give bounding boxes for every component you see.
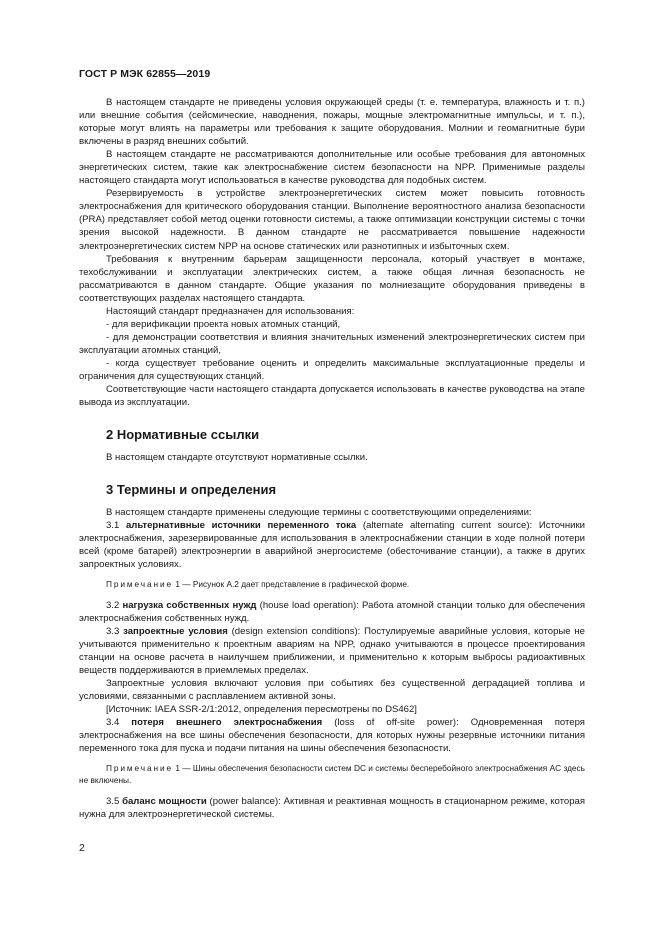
list-item-limits: - когда существует требование оценить и определить максимальные эксплуатационные пределы и ограничения для существующих станций. xyxy=(79,357,585,382)
term-definition: (alternate alternating current source): Источники электроснабжения, зарезервированные для использования в электроснабжении станции в ходе полной потери всей (кроме батарей) электроэнергии в аварийной энергосистеме (обесточивание станции), а также в других запроектных условиях. xyxy=(79,520,585,571)
term-definition: (design extension conditions): Постулируемые аварийные условия, которые не учитываются применительно к проектным авариям на NPP, однако учитываются в процессе проектирования станции на основе расчета в наилучшем приближении, и применительно к которым выбросы радиоактивных веществ поддерживаются в приемлемых пределах. xyxy=(79,625,585,677)
term-title: потеря внешнего электроснабжения xyxy=(131,717,323,729)
term-definition: (power balance): Активная и реактивная мощность в стационарном режиме, которая нужна для электроэнергетической системы. xyxy=(79,796,586,821)
document-body xyxy=(79,96,585,821)
note-text: 1 — Рисунок А.2 дает представление в графической форме. xyxy=(173,579,410,590)
term-title: баланс мощности xyxy=(122,796,207,808)
paragraph-redundancy: Резервируемость в устройстве электроэнергетических систем может повысить готовность электроснабжения для критического оборудования станции. Выполнение вероятностного анализа безопасности (PRA) представляет собой метод оценки готовности системы, а также оптимизации конструкции системы с точки зрения высокой надежности. В данном стандарте не рассматривается повышение надежности электроэнергетических систем NPP на основе статических или разнотипных и избыточных схем. xyxy=(79,188,585,252)
list-item-verification: - для верификации проекта новых атомных станций, xyxy=(106,318,341,330)
section-2-heading: 2 Нормативные ссылки xyxy=(106,427,260,443)
term-title: альтернативные источники переменного тока xyxy=(126,520,357,532)
paragraph-decommissioning: Соответствующие части настоящего стандарта допускается использовать в качестве руководства на этапе вывода из эксплуатации. xyxy=(79,384,585,409)
note-label: Примечание xyxy=(106,579,174,590)
paragraph-intended-use: Настоящий стандарт предназначен для использования: xyxy=(106,305,355,317)
term-number: 3.5 xyxy=(106,796,123,808)
note-3-1 xyxy=(79,579,585,590)
document-header: ГОСТ Р МЭК 62855—2019 xyxy=(79,68,211,80)
term-3-5 xyxy=(79,795,585,821)
term-title: запроектные условия xyxy=(123,625,228,637)
term-definition: (loss of off-site power): Одновременная потеря электроснабжения на все шины обеспечения безопасности, для которых нужны резервные источники питания переменного тока для пуска и подачи питания на шины обеспечения безопасности. xyxy=(79,717,585,755)
term-title: нагрузка собственных нужд xyxy=(122,599,257,611)
term-3-3 xyxy=(79,625,585,677)
term-3-4 xyxy=(79,716,585,755)
list-item-demonstration: - для демонстрации соответствия и влияния значительных изменений электроэнергетических систем при эксплуатации атомных станций, xyxy=(79,331,585,356)
paragraph-personnel-safety: Требования к внутренним барьерам защищенности персонала, который участвует в монтаже, техобслуживании и эксплуатации электрических систем, а также общая личная безопасность не рассматриваются в данном стандарте. Общие указания по молниезащите оборудования приведены в соответствующих разделах настоящего стандарта. xyxy=(79,253,585,304)
page-number: 2 xyxy=(79,842,85,854)
note-text: 1 — Шины обеспечения безопасности систем DC и системы бесперебойного электроснабжения AC здесь не включены. xyxy=(79,763,585,785)
term-definition: (house load operation): Работа атомной станции только для обеспечения электроснабжения собственных нужд. xyxy=(79,599,585,624)
term-number: 3.3 xyxy=(106,625,124,637)
term-3-2 xyxy=(79,599,585,625)
term-number: 3.1 xyxy=(106,520,126,532)
section-3-intro: В настоящем стандарте применены следующие термины с соответствующими определениями: xyxy=(106,507,532,519)
term-3-3-extra: Запроектные условия включают условия при событиях без существенной деградацией топлива и условиями, связанными с расплавлением активной зоны. xyxy=(79,678,585,703)
paragraph-environment: В настоящем стандарте не приведены условия окружающей среды (т. е. температура, влажность и т. п.) или внешние события (сейсмические, наводнения, пожары, мощные электромагнитные импульсы, и т. п.), которые могут влиять на параметры или требования к защите оборудования. Молнии и геомагнитные бури включены в разряд внешних событий. xyxy=(79,97,585,148)
term-3-3-source: [Источник: IAEA SSR-2/1:2012, определения пересмотрены по DS462] xyxy=(106,704,417,716)
section-2-text: В настоящем стандарте отсутствуют нормативные ссылки. xyxy=(106,452,368,464)
note-label: Примечание xyxy=(106,763,174,774)
term-number: 3.4 xyxy=(106,717,132,729)
note-3-4 xyxy=(79,763,585,786)
term-number: 3.2 xyxy=(106,599,123,611)
section-3-heading: 3 Термины и определения xyxy=(106,482,277,498)
paragraph-autonomous-systems: В настоящем стандарте не рассматриваются дополнительные или особые требования для автономных энергетических систем, такие как электроснабжение систем безопасности на NPP. Применимые разделы настоящего стандарта могут использоваться в качестве руководства для подобных систем. xyxy=(79,149,585,187)
term-3-1 xyxy=(79,519,585,571)
